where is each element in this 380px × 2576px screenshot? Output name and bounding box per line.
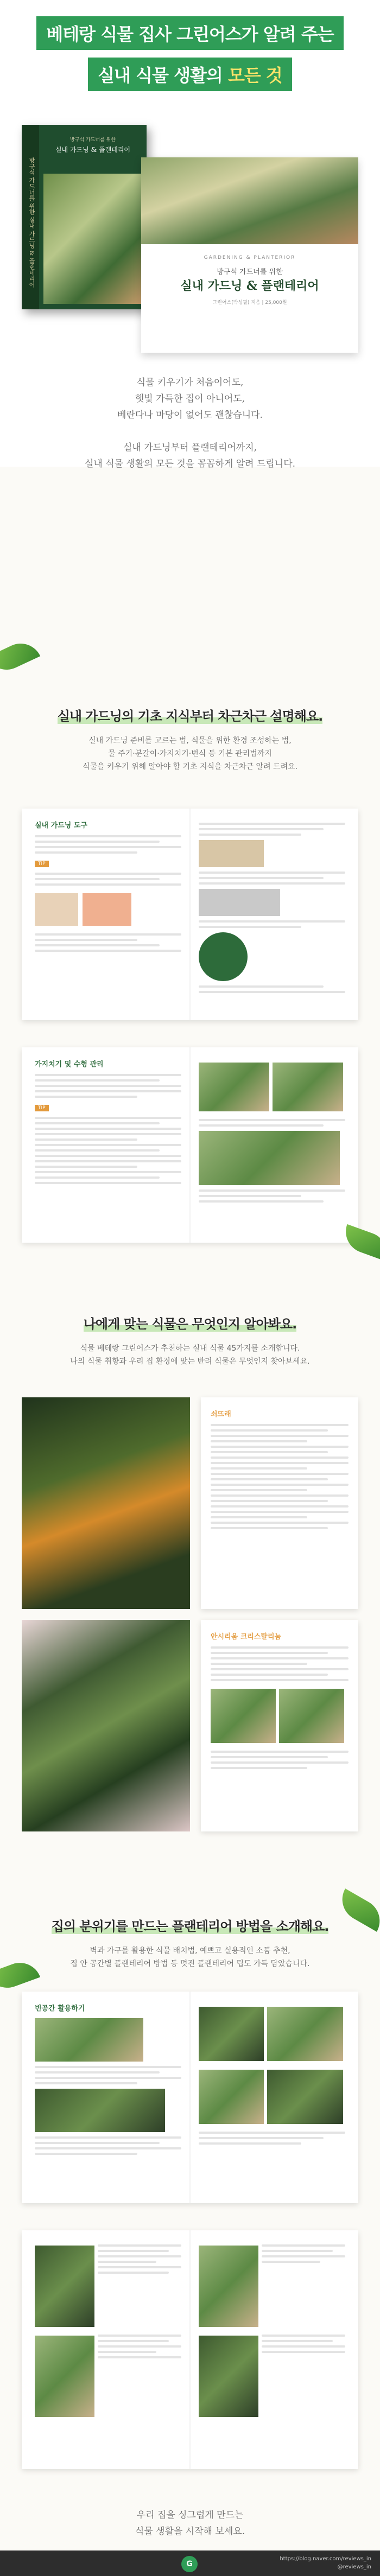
book-spread-planterior — [22, 1992, 358, 2203]
closing-line: 우리 집을 싱그럽게 만드는 — [136, 2510, 244, 2521]
publisher-logo-icon: G — [181, 2556, 198, 2572]
section-1-desc-line: 실내 가드닝 준비를 고르는 법, 식물을 위한 환경 조성하는 법, — [88, 736, 292, 745]
intro-line: 식물 키우기가 처음이어도, — [136, 377, 244, 388]
plant-card-title: 안시리움 크리스탈리눔 — [211, 1633, 282, 1641]
plant-photo-flower — [22, 1397, 190, 1609]
spread-page-right — [199, 2241, 345, 2421]
section-3-desc — [22, 1944, 358, 1970]
book-spread-tools — [22, 809, 358, 1020]
book-flat-title: 실내 가드닝 & 플랜테리어 — [180, 279, 319, 293]
closing-text — [0, 2507, 380, 2540]
section-2-desc-line: 식물 베테랑 그린어스가 추천하는 실내 식물 45가지를 소개합니다. — [80, 1344, 300, 1353]
footer — [0, 2550, 380, 2576]
book-flat-photo — [141, 157, 358, 244]
hero-section — [0, 0, 380, 467]
book-cover-flat — [141, 157, 358, 353]
section-1-desc — [22, 734, 358, 773]
plant-card-page — [211, 1631, 349, 1772]
book-flat-author: 그린어스(박성필) 지음 | 25,000원 — [212, 300, 287, 306]
section-1-desc-line: 물 주기·분갈이·가지치기·번식 등 기본 관리법까지 — [108, 749, 272, 758]
headline — [33, 16, 347, 91]
book-cover-subtitle: 방구석 가드너를 위한 — [70, 137, 116, 143]
book-cover-photo — [43, 174, 142, 304]
section-3-desc-line: 벽과 가구를 활용한 식물 배치법, 예쁘고 실용적인 소품 추천, — [90, 1947, 290, 1955]
section-2-desc — [22, 1342, 358, 1368]
footer-links — [280, 2555, 371, 2571]
spread-page-title: 가지치기 및 수형 관리 — [35, 1060, 104, 1068]
plant-card-1 — [201, 1397, 358, 1609]
section-3-desc-line: 집 안 공간별 플랜테리어 방법 등 멋진 플랜테리어 팁도 가득 담았습니다. — [70, 1960, 310, 1968]
book-flat-subtitle: 방구석 가드너를 위한 — [217, 268, 283, 276]
section-2-desc-line: 나의 식물 취향과 우리 집 환경에 맞는 반려 식물은 무엇인지 찾아보세요. — [70, 1357, 310, 1366]
spread-page-right — [199, 2002, 345, 2148]
book-cover-3d — [22, 125, 147, 309]
headline-line-2-main: 실내 식물 생활의 — [98, 65, 228, 86]
plant-card-2 — [201, 1620, 358, 1831]
book-cover-title: 실내 가드닝 & 플랜테리어 — [55, 146, 131, 154]
leaf-decoration-icon — [0, 637, 40, 677]
intro-line: 실내 식물 생활의 모든 것을 꼼꼼하게 알려 드립니다. — [84, 459, 296, 469]
spread-page-title: 빈공간 활용하기 — [35, 2005, 85, 2013]
headline-line-1: 베테랑 식물 집사 그린어스가 알려 주는 — [36, 16, 343, 50]
spread-page-left: 가지치기 및 수형 관리 TIP — [35, 1058, 181, 1187]
leaf-decoration-icon — [340, 1224, 380, 1261]
spread-page-left — [35, 2241, 181, 2421]
spread-page-left — [35, 2002, 181, 2158]
plant-card-title: 쇠뜨래 — [211, 1410, 231, 1419]
headline-accent: 모든 것 — [227, 65, 282, 86]
section-3-header — [22, 1916, 358, 1970]
intro-line: 햇빛 가득한 집이 아니어도, — [135, 393, 245, 404]
intro-line: 베란다나 마당이 없어도 괜찮습니다. — [117, 410, 263, 421]
plant-card-page — [211, 1408, 349, 1532]
instagram-link[interactable]: @reviews_in — [337, 2564, 371, 2570]
book-spread-planterior-2 — [22, 2230, 358, 2469]
spread-page-right — [199, 819, 345, 996]
book-spine-text: 방구석 가드너를 위한 실내 가드닝 & 플랜테리어 — [28, 157, 35, 288]
section-3-title: 집의 분위기를 만드는 플랜테리어 방법을 소개해요. — [51, 1919, 329, 1934]
section-2-title: 나에게 맞는 식물은 무엇인지 알아봐요. — [83, 1316, 297, 1332]
blog-link[interactable]: https://blog.naver.com/reviews_in — [280, 2556, 371, 2562]
spread-page-left: 실내 가드닝 도구 TIP — [35, 819, 181, 955]
spread-page-right — [199, 1058, 345, 1206]
section-1-desc-line: 식물을 키우기 위해 알아야 할 기초 지식을 차근차근 알려 드려요. — [82, 762, 298, 771]
section-1-title: 실내 가드닝의 기초 지식부터 차근차근 설명해요. — [57, 709, 323, 724]
plant-photo-anthurium — [22, 1620, 190, 1831]
book-flat-english-title: GARDENING & PLANTERIOR — [204, 255, 296, 260]
intro-text — [0, 374, 380, 472]
closing-line: 식물 생활을 시작해 보세요. — [135, 2526, 245, 2537]
intro-line: 실내 가드닝부터 플랜테리어까지, — [123, 442, 257, 453]
headline-line-2 — [88, 58, 292, 91]
section-1-header — [22, 705, 358, 773]
section-2-header — [22, 1313, 358, 1368]
book-cover-title-block — [43, 136, 142, 154]
spread-page-title: 실내 가드닝 도구 — [35, 822, 87, 830]
book-spread-pruning — [22, 1047, 358, 1243]
